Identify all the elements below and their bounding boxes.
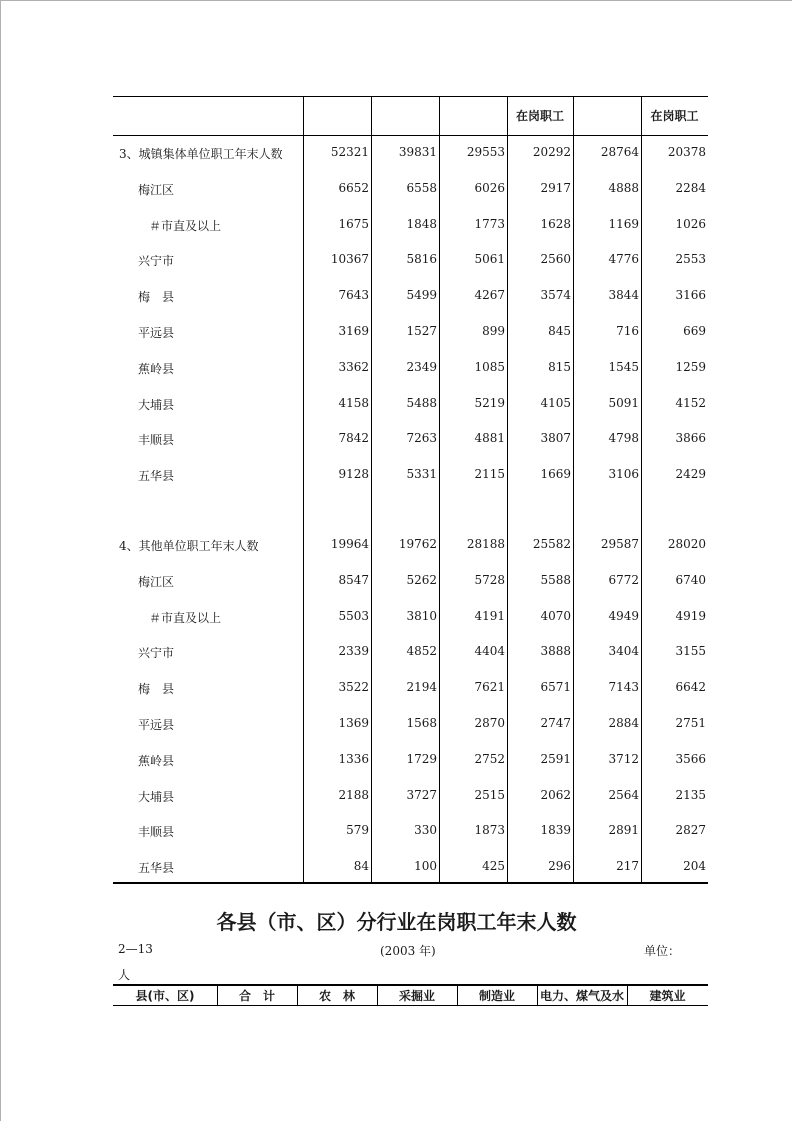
- value-cell: 8547: [338, 572, 369, 587]
- value-cell: 6652: [338, 180, 369, 195]
- value-cell: 1527: [406, 324, 437, 338]
- table-year: (2003 年): [380, 944, 436, 958]
- row-label: ＃市直及以上: [149, 218, 222, 233]
- value-cell: 5816: [406, 252, 437, 267]
- value-cell: 2870: [474, 716, 505, 730]
- value-cell: 28020: [667, 537, 706, 551]
- value-cell: 296: [548, 859, 571, 874]
- value-cell: 84: [353, 859, 369, 874]
- row-label: 梅江区: [138, 182, 175, 197]
- value-cell: 19964: [330, 537, 369, 551]
- value-cell: 3574: [540, 288, 571, 303]
- value-cell: 815: [548, 359, 571, 374]
- value-cell: 6740: [675, 572, 706, 587]
- value-cell: 4949: [608, 608, 639, 623]
- table-row: [113, 749, 708, 771]
- row-label: 蕉岭县: [138, 361, 175, 376]
- value-cell: 4191: [474, 608, 505, 623]
- value-cell: 6571: [540, 680, 571, 695]
- header-agriculture: 农 林: [318, 989, 355, 1003]
- value-cell: 2747: [540, 716, 571, 730]
- value-cell: 7643: [338, 288, 369, 303]
- value-cell: 5262: [406, 572, 437, 587]
- value-cell: 1169: [608, 216, 639, 231]
- table-row: [113, 677, 708, 699]
- value-cell: 4070: [540, 608, 571, 623]
- value-cell: 1628: [540, 216, 571, 231]
- value-cell: 2339: [338, 644, 369, 659]
- table-row: [113, 428, 708, 450]
- value-cell: 4888: [608, 180, 639, 195]
- value-cell: 3888: [540, 644, 571, 659]
- value-cell: 1873: [474, 823, 505, 838]
- value-cell: 2752: [474, 751, 505, 766]
- row-label: 蕉岭县: [138, 753, 175, 768]
- value-cell: 3166: [675, 288, 706, 303]
- table-row: [113, 321, 708, 343]
- value-cell: 4881: [474, 431, 505, 446]
- section-total-row: [113, 534, 708, 556]
- value-cell: 2429: [675, 467, 706, 482]
- value-cell: 2349: [406, 359, 437, 374]
- table-row: [113, 785, 708, 807]
- value-cell: 899: [482, 324, 505, 338]
- row-label: 五华县: [138, 469, 175, 484]
- table-row: [113, 285, 708, 307]
- value-cell: 29553: [466, 145, 505, 159]
- value-cell: 2188: [338, 787, 369, 802]
- table-row: [113, 178, 708, 200]
- row-label: 梅江区: [138, 574, 175, 589]
- value-cell: 2135: [675, 787, 706, 802]
- table-row: [113, 570, 708, 592]
- value-cell: 2115: [474, 467, 505, 482]
- value-cell: 6026: [474, 180, 505, 195]
- value-cell: 2194: [406, 680, 437, 695]
- value-cell: 669: [683, 324, 706, 338]
- value-cell: 100: [414, 859, 437, 874]
- value-cell: 425: [482, 859, 505, 874]
- value-cell: 4267: [474, 288, 505, 303]
- value-cell: 845: [548, 324, 571, 338]
- value-cell: 217: [616, 859, 639, 874]
- value-cell: 2560: [540, 252, 571, 267]
- header-col-6: 在岗职工: [650, 109, 699, 123]
- value-cell: 579: [346, 823, 369, 838]
- next-table-header: [113, 984, 708, 1006]
- row-label: 兴宁市: [138, 646, 175, 661]
- value-cell: 7143: [608, 680, 639, 695]
- value-cell: 39831: [398, 145, 437, 159]
- table-row: [113, 464, 708, 486]
- row-label: 梅 县: [138, 682, 175, 697]
- row-label: 丰顺县: [138, 433, 175, 448]
- value-cell: 1336: [338, 751, 369, 766]
- table-row: [113, 214, 708, 236]
- header-mining: 采掘业: [398, 989, 435, 1003]
- employment-table: [113, 96, 708, 884]
- value-cell: 2564: [608, 787, 639, 802]
- value-cell: 1773: [474, 216, 505, 231]
- value-cell: 1675: [338, 216, 369, 231]
- value-cell: 4798: [608, 431, 639, 446]
- value-cell: 3844: [608, 288, 639, 303]
- value-cell: 6642: [675, 680, 706, 695]
- table-row: [113, 357, 708, 379]
- value-cell: 3522: [338, 680, 369, 695]
- value-cell: 1545: [608, 359, 639, 374]
- unit-label: 单位：: [644, 944, 681, 958]
- value-cell: 3866: [675, 431, 706, 446]
- next-table-top-rule: [113, 984, 708, 986]
- table-row: [113, 606, 708, 628]
- row-label: 平远县: [138, 326, 175, 340]
- table-row: [113, 856, 708, 878]
- value-cell: 3807: [540, 431, 571, 446]
- value-cell: 4105: [540, 395, 571, 410]
- value-cell: 3404: [608, 644, 639, 659]
- value-cell: 20378: [667, 145, 706, 159]
- header-construction: 建筑业: [649, 989, 686, 1003]
- value-cell: 2917: [540, 180, 571, 195]
- value-cell: 20292: [532, 145, 571, 159]
- value-cell: 1085: [474, 359, 505, 374]
- value-cell: 29587: [600, 537, 639, 551]
- value-cell: 10367: [330, 252, 369, 267]
- value-cell: 28764: [600, 145, 639, 159]
- row-label: 大埔县: [138, 397, 175, 412]
- value-cell: 2591: [540, 751, 571, 766]
- value-cell: 1848: [406, 216, 437, 231]
- value-cell: 2884: [608, 716, 639, 730]
- value-cell: 6558: [406, 180, 437, 195]
- value-cell: 4919: [675, 608, 706, 623]
- value-cell: 1839: [540, 823, 571, 838]
- value-cell: 4404: [474, 644, 505, 659]
- row-label: 丰顺县: [138, 825, 175, 840]
- header-total: 合 计: [238, 989, 275, 1003]
- value-cell: 1259: [675, 359, 706, 374]
- value-cell: 1026: [675, 216, 706, 231]
- value-cell: 3169: [338, 324, 369, 338]
- value-cell: 330: [414, 823, 437, 838]
- value-cell: 204: [683, 859, 706, 874]
- value-cell: 4158: [338, 395, 369, 410]
- value-cell: 3155: [675, 644, 706, 659]
- table-row: [113, 641, 708, 663]
- table-row: [113, 393, 708, 415]
- table-bottom-rule: [113, 882, 708, 884]
- table-number: 2—13: [118, 942, 153, 956]
- value-cell: 5499: [406, 288, 437, 303]
- value-cell: 2751: [675, 716, 706, 730]
- value-cell: 3712: [608, 751, 639, 766]
- table-row: [113, 249, 708, 271]
- value-cell: 716: [616, 324, 639, 338]
- value-cell: 1568: [406, 716, 437, 730]
- header-utilities: 电力、煤气及水: [539, 989, 624, 1003]
- value-cell: 4776: [608, 252, 639, 267]
- value-cell: 5331: [406, 467, 437, 482]
- value-cell: 7842: [338, 431, 369, 446]
- value-cell: 2553: [675, 252, 706, 267]
- row-label: ＃市直及以上: [149, 610, 222, 625]
- value-cell: 5488: [406, 395, 437, 410]
- value-cell: 7263: [406, 431, 437, 446]
- value-cell: 3810: [406, 608, 437, 623]
- section-title: 4、其他单位职工年末人数: [119, 539, 259, 553]
- header-manufacturing: 制造业: [478, 989, 515, 1003]
- row-label: 梅 县: [138, 290, 175, 305]
- value-cell: 2827: [675, 823, 706, 838]
- value-cell: 2515: [474, 787, 505, 802]
- section-total-row: [113, 142, 708, 164]
- row-label: 大埔县: [138, 789, 175, 804]
- value-cell: 28188: [466, 537, 505, 551]
- row-label: 五华县: [138, 861, 175, 876]
- value-cell: 5503: [338, 608, 369, 623]
- value-cell: 4852: [406, 644, 437, 659]
- section-title: 3、城镇集体单位职工年末人数: [119, 147, 283, 161]
- value-cell: 3106: [608, 467, 639, 482]
- next-table-title: 各县（市、区）分行业在岗职工年末人数: [216, 910, 577, 934]
- value-cell: 5219: [474, 395, 505, 410]
- row-label: 平远县: [138, 718, 175, 732]
- value-cell: 2284: [675, 180, 706, 195]
- value-cell: 9128: [338, 467, 369, 482]
- header-county: 县(市、区): [135, 989, 195, 1003]
- value-cell: 1669: [540, 467, 571, 482]
- next-table-bottom-rule: [113, 1005, 708, 1006]
- value-cell: 3362: [338, 359, 369, 374]
- value-cell: 1369: [338, 716, 369, 730]
- table-row: [113, 820, 708, 842]
- value-cell: 2062: [540, 787, 571, 802]
- value-cell: 5091: [608, 395, 639, 410]
- value-cell: 3727: [406, 787, 437, 802]
- row-label: 兴宁市: [138, 254, 175, 269]
- value-cell: 4152: [675, 395, 706, 410]
- value-cell: 52321: [330, 145, 369, 159]
- value-cell: 5061: [474, 252, 505, 267]
- value-cell: 7621: [474, 680, 505, 695]
- value-cell: 5728: [474, 572, 505, 587]
- value-cell: 2891: [608, 823, 639, 838]
- value-cell: 3566: [675, 751, 706, 766]
- table-row: [113, 713, 708, 735]
- value-cell: 5588: [540, 572, 571, 587]
- value-cell: 6772: [608, 572, 639, 587]
- unit-value: 人: [118, 968, 131, 982]
- value-cell: 25582: [532, 537, 571, 551]
- table-header-rule: [113, 135, 708, 136]
- header-col-4: 在岗职工: [515, 109, 564, 123]
- value-cell: 1729: [406, 751, 437, 766]
- value-cell: 19762: [398, 537, 437, 551]
- table-top-rule: [113, 96, 708, 97]
